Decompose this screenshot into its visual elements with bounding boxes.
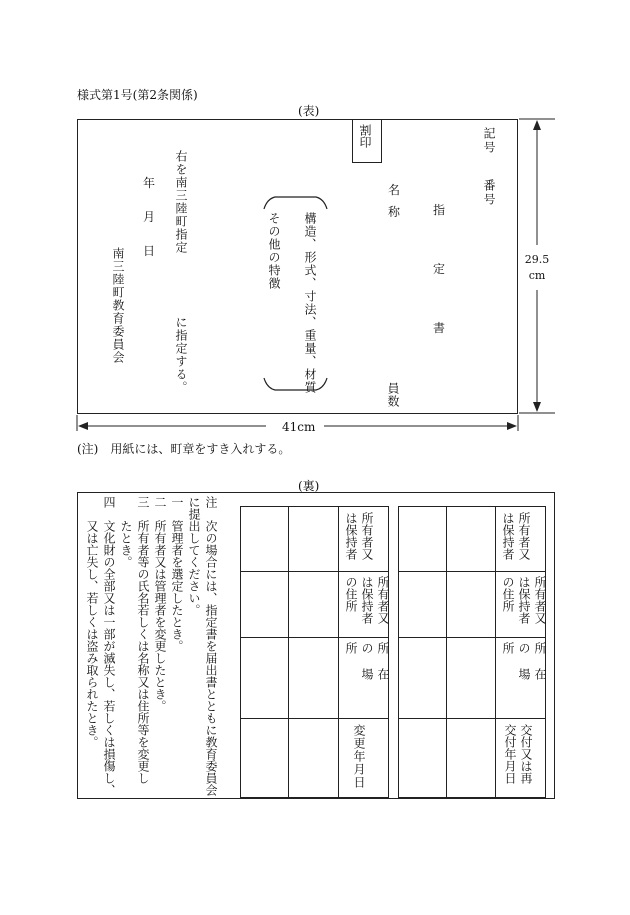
back-label: (裏) [298, 479, 320, 493]
back-note-1: 注 次の場合には、指定書を届出書とともに教育委員会 [204, 496, 218, 796]
symbol-label: 記号 [482, 127, 496, 155]
year-label: 年 [143, 176, 156, 190]
seal-label: 割印 [358, 124, 372, 148]
height-dimension-label: 29.5 cm [524, 253, 550, 282]
name-char-1: 名 [388, 183, 401, 197]
shitei-char-3: 書 [433, 321, 446, 335]
designation-text-b: に指定する。 [174, 316, 188, 394]
back-note-7: 四 文化財の全部又は一部が滅失し、若しくは損傷し、 [102, 496, 116, 796]
back-note-2: に提出してください。 [187, 496, 201, 616]
front-label: (表) [298, 104, 320, 118]
issue-table-owner-address: 所有者又は保持者の住所 [501, 576, 547, 624]
issue-table-location: 所在の場所 [501, 642, 547, 694]
change-table-date: 変更年月日 [352, 724, 366, 789]
number-label: 番号 [482, 179, 496, 207]
shitei-char-2: 定 [433, 262, 446, 276]
change-table-owner: 所有者又は保持者 [344, 512, 374, 560]
count-label: 員数 [386, 382, 400, 408]
designation-text-a: 右を南三陸町指定 [174, 150, 188, 254]
back-note-6: たとき。 [119, 520, 133, 568]
other-features-text: その他の特徴 [267, 212, 281, 290]
structure-text: 構造、形式、寸法、重量、材質 [303, 212, 317, 394]
issuer-text: 南三陸町教育委員会 [111, 247, 125, 364]
name-char-2: 称 [388, 205, 401, 219]
back-note-5: 三 所有者等の氏名若しくは名称又は住所等を変更し [136, 496, 150, 784]
back-note-8: 又は亡失し、若しくは盗み取られたとき。 [85, 520, 99, 748]
issue-table-date: 交付又は再交付年月日 [503, 724, 533, 784]
day-label: 日 [143, 244, 156, 258]
back-note-4: 二 所有者又は管理者を変更したとき。 [153, 496, 167, 712]
month-label: 月 [143, 210, 156, 224]
issue-table-owner: 所有者又は保持者 [501, 512, 531, 560]
form-title: 様式第1号(第2条関係) [77, 88, 198, 102]
change-table-location: 所在の場所 [344, 642, 390, 694]
back-note-3: 一 管理者を選定したとき。 [170, 496, 184, 652]
width-dimension-label: 41cm [282, 420, 316, 434]
front-note: (注) 用紙には、町章をすき入れする。 [77, 442, 291, 456]
shitei-char-1: 指 [433, 203, 446, 217]
change-table-owner-address: 所有者又は保持者の住所 [344, 576, 390, 624]
